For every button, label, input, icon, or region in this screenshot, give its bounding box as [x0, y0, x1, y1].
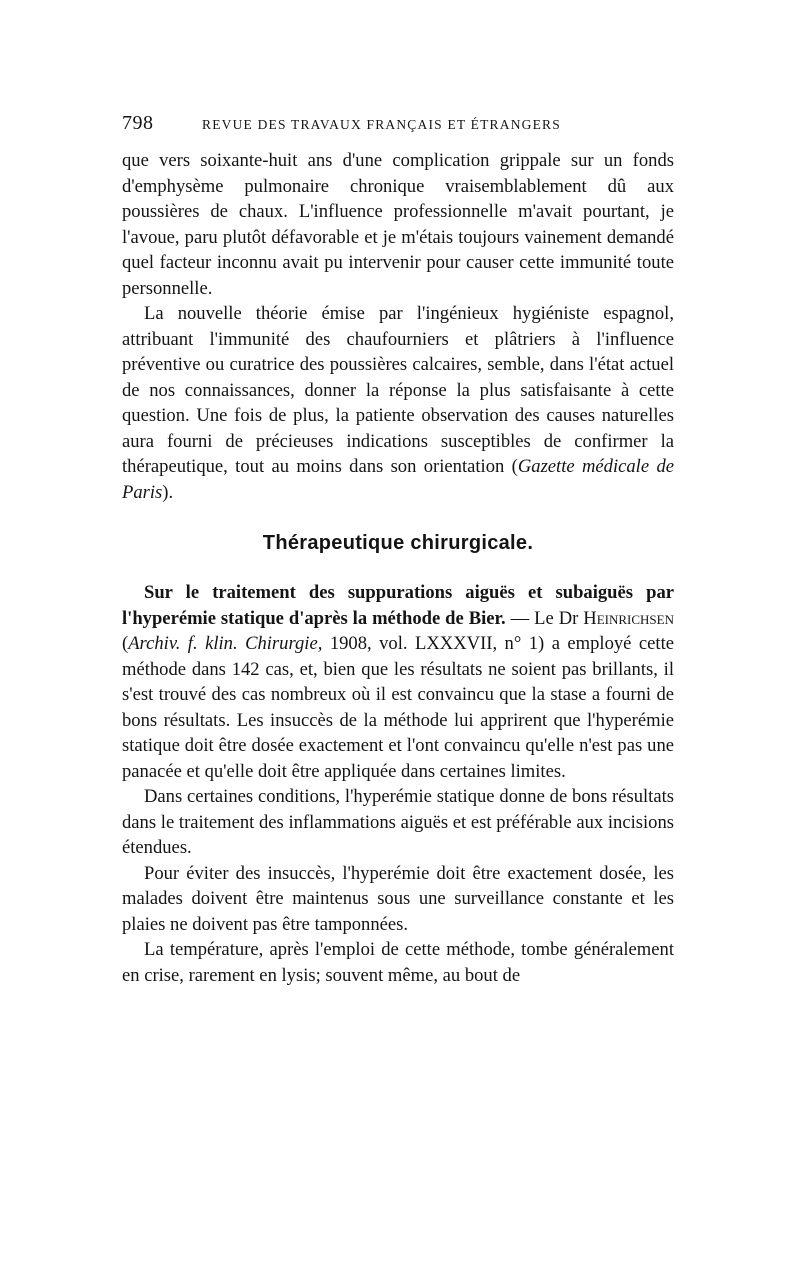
paragraph-theory: [122, 301, 674, 505]
article-dash: — Le: [505, 607, 559, 629]
article-body: 1908, vol. LXXXVII, n° 1) a employé cette méthode dans 142 cas, et, bien que les résultats ne soient pas brillants, il s'est trouvé des cas nombreux où il est convaincu que la stase a fourni de bons résultats. Les insuccès de la méthode lui apprirent que l'hyperémie statique doit être dosée exactement et l'ont convaincu qu'elle n'est pas une panacée et qu'elle doit être appliquée dans certaines limites.: [122, 633, 674, 782]
journal-citation: Archiv. f. klin. Chirurgie,: [128, 633, 323, 654]
running-title: REVUE DES TRAVAUX FRANÇAIS ET ÉTRANGERS: [202, 117, 561, 132]
paragraph-continuation: que vers soixante-huit ans d'une complication grippale sur un fonds d'emphysème pulmonaire chronique vraisemblablement dû aux poussières de chaux. L'influence professionnelle m'avait pourtant, je l'avoue, paru plutôt défavorable et je m'étais toujours vainement demandé quel facteur inconnu avait pu intervenir pour causer cette immunité toute personnelle.: [122, 150, 674, 299]
paragraph-temperature: La température, après l'emploi de cette méthode, tombe généralement en crise, rarement en lysis; souvent même, au bout de: [122, 939, 674, 986]
article-title: Sur le traitement des suppurations aiguës et subaiguës par l'hyperémie statique d'après la méthode de Bier.: [122, 582, 674, 629]
citation-open: (: [122, 633, 129, 654]
author-name: Heinrichsen: [583, 607, 674, 629]
running-head: [122, 112, 674, 142]
section-heading: Thérapeutique chirurgicale.: [262, 532, 534, 554]
paragraph-conditions: Dans certaines conditions, l'hyperémie statique donne de bons résultats dans le traitement des inflammations aiguës et est préférable aux incisions étendues.: [122, 786, 674, 858]
source-citation: Gazette médicale de Paris: [122, 456, 674, 503]
article-paragraph: [122, 580, 674, 784]
page-number: 798: [122, 112, 154, 134]
paragraph-theory-text: La nouvelle théorie émise par l'ingénieux hygiéniste espagnol, attribuant l'immunité des chaufourniers et plâtriers à l'influence préventive ou curatrice des poussières calcaires, semble, dans l'état actuel de nos connaissances, donner la réponse la plus satisfaisante à cette question. Une fois de plus, la patiente observation des causes naturelles aura fourni de précieuses indications susceptibles de confirmer la thérapeutique, tout au moins dans son orientation (: [122, 303, 674, 477]
document-page: [122, 112, 674, 988]
author-prefix: Dr: [558, 607, 584, 629]
paragraph-insucces: Pour éviter des insuccès, l'hyperémie doit être exactement dosée, les malades doivent être maintenus sous une surveillance constante et les plaies ne doivent pas être tamponnées.: [122, 862, 674, 935]
paragraph-theory-end: ).: [162, 481, 174, 503]
